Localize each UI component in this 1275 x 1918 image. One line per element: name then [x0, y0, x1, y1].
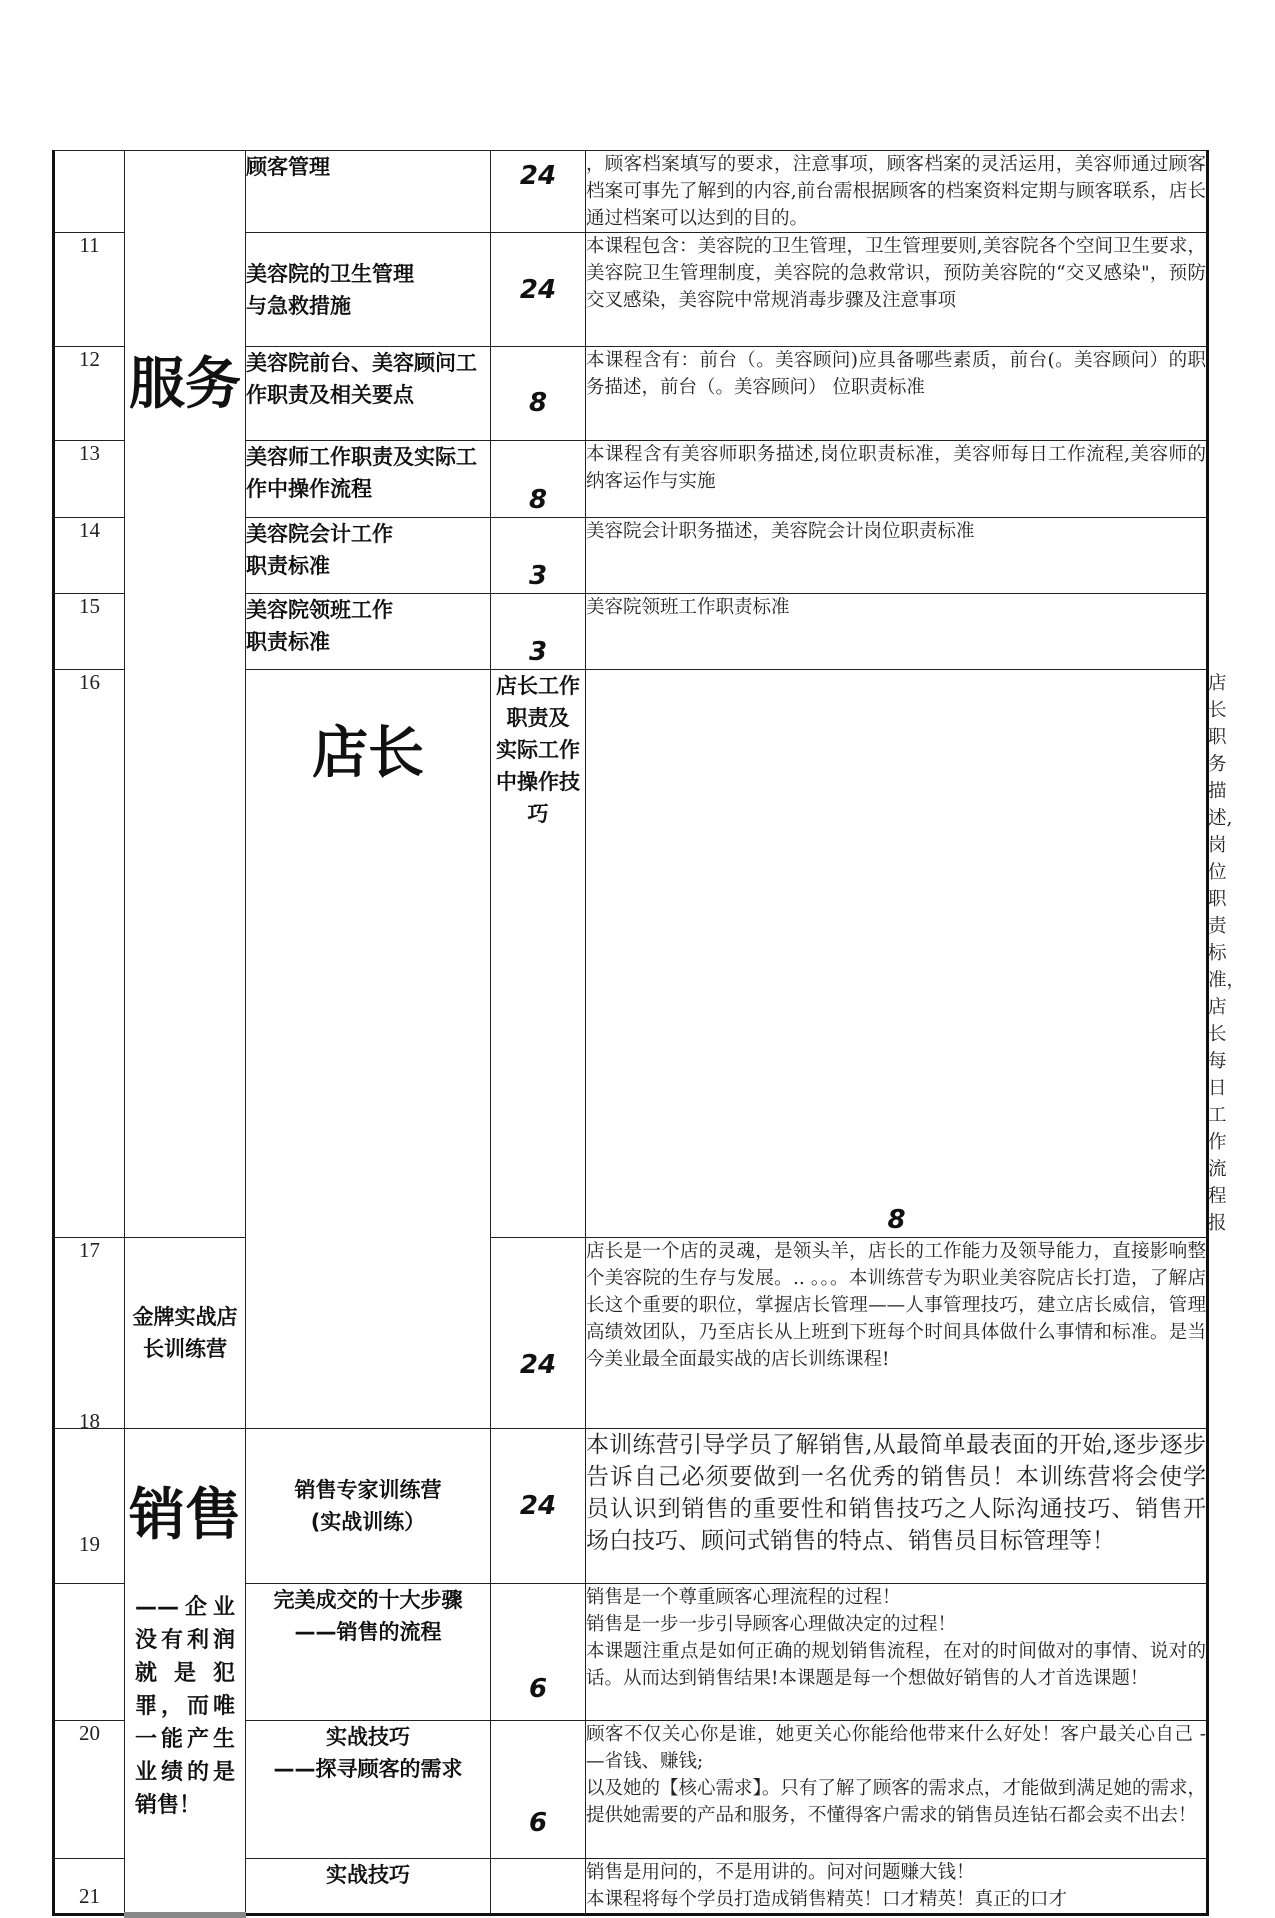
- course-hours: 8: [491, 347, 586, 441]
- course-hours: 24: [491, 1238, 586, 1429]
- row-number: 13: [54, 441, 125, 518]
- category-label: 销售: [129, 1483, 241, 1548]
- course-title: 店长工作职责及 实际工作中操作技巧: [491, 670, 586, 1238]
- course-hours: 3: [491, 594, 586, 670]
- table-row: [54, 1429, 1208, 1584]
- course-title: 销售专家训练营 (实战训练）: [246, 1429, 491, 1584]
- course-description: ，顾客档案填写的要求，注意事项，顾客档案的灵活运用，美容师通过顾客档案可事先了解到的内容,前台需根据顾客的档案资料定期与顾客联系，店长通过档案可以达到的目的。: [586, 151, 1208, 233]
- row-number: 17: [54, 1238, 125, 1429]
- course-title: 实战技巧 ——探寻顾客的需求: [246, 1721, 491, 1859]
- category-cell-manager: [246, 670, 491, 1429]
- row-number: 11: [54, 233, 125, 347]
- course-title: 美容院的卫生管理 与急救措施: [246, 233, 491, 347]
- table-row: [54, 1238, 1208, 1429]
- row-number: 19: [54, 1584, 125, 1721]
- course-description: 销售是一个尊重顾客心理流程的过程！ 销售是一步一步引导顾客心理做决定的过程！ 本课题注重点是如何正确的规划销售流程，在对的时间做对的事情、说对的话。从而达到销售结果!本课题是每一个想做好销售的人才首选课题！: [586, 1584, 1208, 1721]
- course-title: 美容师工作职责及实际工作中操作流程: [246, 441, 491, 518]
- course-title: 实战技巧: [246, 1859, 491, 1915]
- course-hours: 6: [491, 1721, 586, 1859]
- course-description: 销售是用问的，不是用讲的。问对问题赚大钱！ 本课程将每个学员打造成销售精英！口才精英！真正的口才: [586, 1859, 1208, 1915]
- course-hours: 6: [491, 1584, 586, 1721]
- row-number: [54, 151, 125, 233]
- course-title: 完美成交的十大步骤 ——销售的流程: [246, 1584, 491, 1721]
- row-number: 18: [54, 1429, 125, 1584]
- course-hours: 3: [491, 518, 586, 594]
- category-label: 服务: [129, 352, 241, 417]
- course-hours: [491, 1859, 586, 1915]
- course-hours: 24: [491, 1429, 586, 1584]
- course-description: 本课程含有美容师职务描述,岗位职责标准，美容师每日工作流程,美容师的纳客运作与实施: [586, 441, 1208, 518]
- row-number: 14: [54, 518, 125, 594]
- row-number: 20: [54, 1721, 125, 1859]
- course-hours: 24: [491, 151, 586, 233]
- row-number: 12: [54, 347, 125, 441]
- category-cell-sales: [125, 1429, 246, 1915]
- table-row: [54, 151, 1208, 233]
- course-description: 美容院领班工作职责标准: [586, 594, 1208, 670]
- table-row: 16 店长 店长工作职责及 实际工作中操作技巧 8 店长职务描述,岗位职责标准，店长每日工作流程报: [54, 670, 1208, 1238]
- course-title: 美容院前台、美容顾问工作职责及相关要点: [246, 347, 491, 441]
- category-cell-service: [125, 151, 246, 1238]
- course-title: 金牌实战店长训练营: [125, 1238, 246, 1429]
- row-number: 16: [54, 670, 125, 1238]
- course-description: 美容院会计职务描述，美容院会计岗位职责标准: [586, 518, 1208, 594]
- row-number: 21: [54, 1859, 125, 1915]
- course-hours: 24: [491, 233, 586, 347]
- course-table: [52, 150, 1246, 1918]
- course-description: 本课程包含：美容院的卫生管理，卫生管理要则,美容院各个空间卫生要求，美容院卫生管理制度，美容院的急救常识，预防美容院的“交叉感染"，预防交叉感染，美容院中常规消毒步骤及注意事项: [586, 233, 1208, 347]
- course-hours: 8: [586, 670, 1208, 1238]
- course-hours: 8: [491, 441, 586, 518]
- course-description: 本课程含有：前台（。美容顾问)应具备哪些素质，前台(。美容顾问）的职务描述，前台（。美容顾问） 位职责标准: [586, 347, 1208, 441]
- category-motto: ——企业没有利润就是犯罪，而唯一能产生业绩的是销售！: [135, 1595, 235, 1818]
- course-title: 美容院领班工作 职责标准: [246, 594, 491, 670]
- category-label: 店长: [312, 721, 424, 786]
- course-title: 顾客管理: [246, 151, 491, 233]
- row-number: 15: [54, 594, 125, 670]
- course-title: 美容院会计工作 职责标准: [246, 518, 491, 594]
- course-description: 店长是一个店的灵魂，是领头羊，店长的工作能力及领导能力，直接影响整个美容院的生存与发展。.. 。。。本训练营专为职业美容院店长打造，了解店长这个重要的职位，掌握店长管理——人事管理技巧，建立店长威信，管理高绩效团队，乃至店长从上班到下班每个时间具体做什么事情和标准。是当今美业最全面最实战的店长训练课程!: [586, 1238, 1208, 1429]
- course-description: 本训练营引导学员了解销售,从最简单最表面的开始,逐步逐步告诉自己必须要做到一名优秀的销售员！本训练营将会使学员认识到销售的重要性和销售技巧之人际沟通技巧、销售开场白技巧、顾问式销售的特点、销售员目标管理等！: [586, 1429, 1208, 1584]
- course-description: 顾客不仅关心你是谁，她更关心你能给他带来什么好处！客户最关心自己 -—省钱、赚钱; 以及她的【核心需求】。只有了解了顾客的需求点，才能做到满足她的需求，提供她需要的产品和服务，不懂得客户需求的销售员连钻石都会卖不出去！: [586, 1721, 1208, 1859]
